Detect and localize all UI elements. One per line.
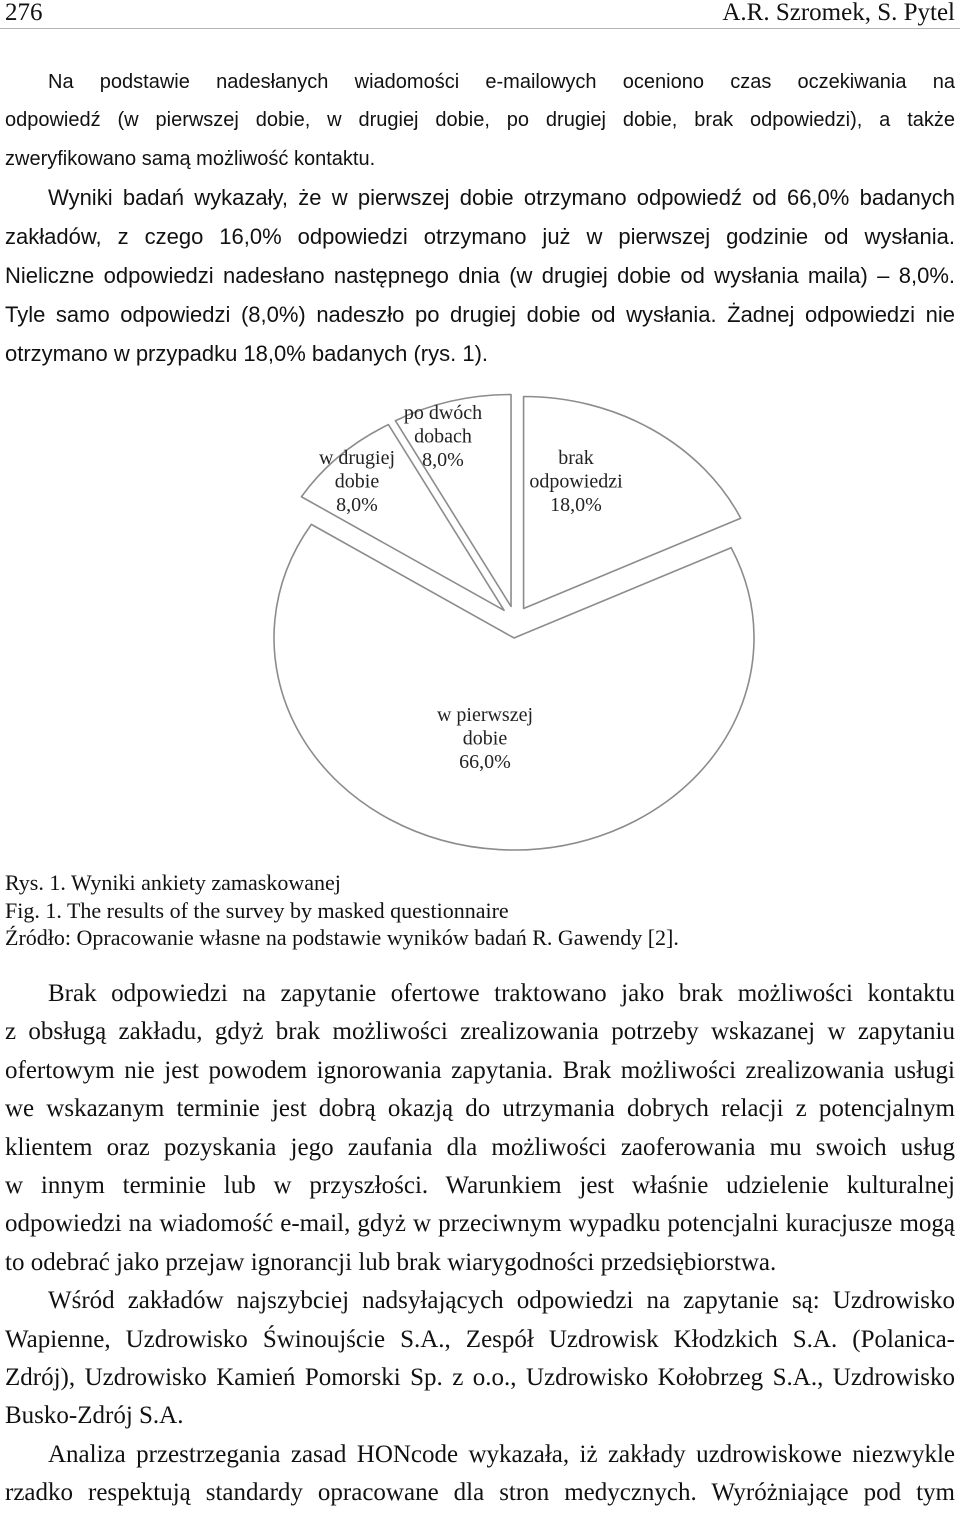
text-line: we wskazanym terminie jest dobrą okazją do utrzymania dobrych relacji z potencjalnym <box>5 1095 955 1123</box>
paragraph <box>5 63 955 180</box>
figure-captions <box>5 869 955 952</box>
paragraph <box>5 1282 955 1436</box>
slice-label: dobie <box>334 470 380 493</box>
text-line: z obsługą zakładu, gdyż brak możliwości zrealizowania potrzeby wskazanej w zapytaniu <box>5 1018 955 1046</box>
paragraph <box>5 975 955 1282</box>
text-line: klientem oraz pozyskania jego zaufania dla możliwości zaoferowania mu swoich usług <box>5 1133 955 1161</box>
slice-label: dobach <box>414 425 472 448</box>
pie-chart <box>0 375 960 865</box>
text-line: Wapienne, Uzdrowisko Świnoujście S.A., Zespół Uzdrowisk Kłodzkich S.A. (Polanica- <box>5 1325 955 1353</box>
pie-slice <box>274 524 754 850</box>
figure-source: Źródło: Opracowanie własne na podstawie wyników badań R. Gawendy [2]. <box>5 925 679 950</box>
text-line: w innym terminie lub w przyszłości. Warunkiem jest właśnie udzielenie kulturalnej <box>5 1171 955 1199</box>
header-rule <box>0 28 960 29</box>
slice-label: po dwóch <box>403 402 483 424</box>
figure-caption-pl: Rys. 1. Wyniki ankiety zamaskowanej <box>5 870 341 895</box>
text-line: Na podstawie nadesłanych wiadomości e-mailowych oceniono czas oczekiwania na <box>48 70 955 93</box>
paragraph <box>5 1436 955 1513</box>
intro-text <box>5 63 955 374</box>
slice-value-label: 66,0% <box>459 751 511 773</box>
text-line: Busko-Zdrój S.A. <box>5 1402 184 1430</box>
slice-value-label: 8,0% <box>336 494 378 516</box>
text-line: Nieliczne odpowiedzi nadesłano następnego dnia (w drugiej dobie od wysłania maila) – 8,0%. <box>5 262 955 288</box>
slice-label: brak <box>558 447 594 469</box>
text-line: Analiza przestrzegania zasad HONcode wykazała, iż zakłady uzdrowiskowe niezwykle <box>48 1440 955 1468</box>
text-line: ofertowym nie jest powodem ignorowania zapytania. Brak możliwości zrealizowania usługi <box>5 1056 955 1084</box>
pie-chart-canvas <box>0 375 960 865</box>
slice-value-label: 18,0% <box>550 494 602 516</box>
text-line: Brak odpowiedzi na zapytanie ofertowe traktowano jako brak możliwości kontaktu <box>48 980 955 1007</box>
figure-caption-en: Fig. 1. The results of the survey by masked questionnaire <box>5 897 509 923</box>
text-line: rzadko respektują standardy opracowane dla stron medycznych. Wyróżniające pod tym <box>5 1479 955 1507</box>
text-line: otrzymano w przypadku 18,0% badanych (rys. 1). <box>5 340 489 366</box>
slice-label: odpowiedzi <box>529 470 623 493</box>
text-line: odpowiedzi na wiadomość e-mail, gdyż w przeciwnym wypadku potencjalni kuracjusze mogą <box>5 1210 955 1238</box>
running-title: A.R. Szromek, S. Pytel <box>722 0 955 26</box>
text-line: zakładów, z czego 16,0% odpowiedzi otrzymano już w pierwszej godzinie od wysłania. <box>5 224 955 250</box>
text-line: Wśród zakładów najszybciej nadsyłających odpowiedzi na zapytanie są: Uzdrowisko <box>48 1287 955 1315</box>
text-line: zweryfikowano samą możliwość kontaktu. <box>5 148 376 171</box>
text-line: to odebrać jako przejaw ignorancji lub brak wiarygodności przedsiębiorstwa. <box>5 1248 777 1276</box>
slice-label: w pierwszej <box>436 704 534 726</box>
page-number: 276 <box>5 0 43 26</box>
paragraph <box>5 179 955 373</box>
text-line: Zdrój), Uzdrowisko Kamień Pomorski Sp. z o.o., Uzdrowisko Kołobrzeg S.A., Uzdrowisko <box>5 1363 955 1391</box>
body-text <box>5 975 955 1512</box>
slice-value-label: 8,0% <box>422 449 464 471</box>
slice-label: dobie <box>462 727 508 750</box>
text-line: odpowiedź (w pierwszej dobie, w drugiej dobie, po drugiej dobie, brak odpowiedzi), a także <box>5 109 955 132</box>
text-line: Tyle samo odpowiedzi (8,0%) nadeszło po drugiej dobie od wysłania. Żadnej odpowiedzi nie <box>5 301 955 327</box>
text-line: Wyniki badań wykazały, że w pierwszej dobie otrzymano odpowiedź od 66,0% badanych <box>48 185 955 211</box>
slice-label: w drugiej <box>318 447 396 469</box>
